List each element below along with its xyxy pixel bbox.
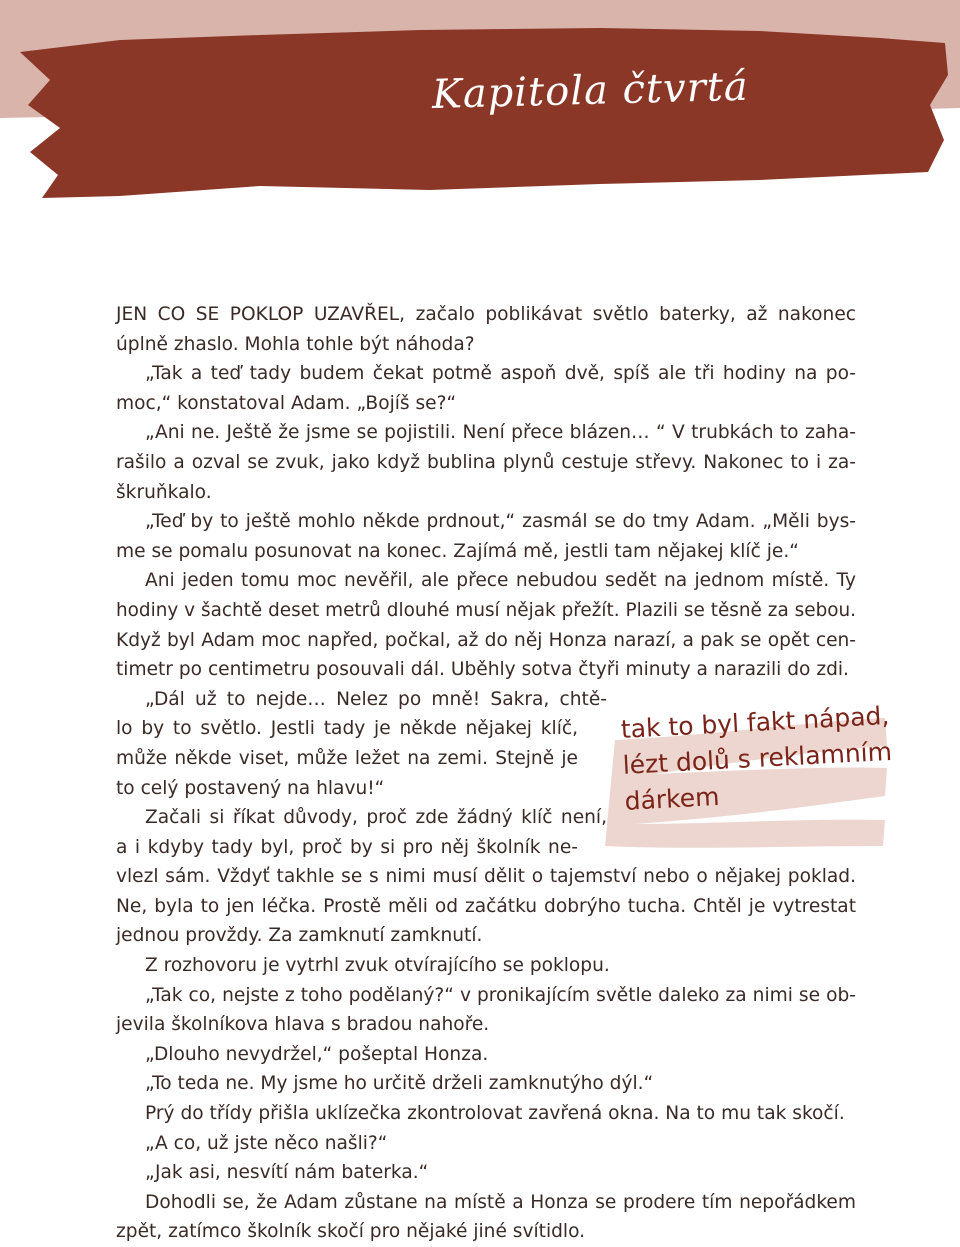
body-line: vlezl sám. Vždyť takhle se s nimi musí dělit o tajemství nebo o nějakej poklad. (116, 866, 856, 888)
side-note-line: tak to byl fakt nápad, (620, 700, 890, 744)
body-line: Když byl Adam moc napřed, počkal, až do něj Honza narazí, a pak se opět cen- (116, 629, 856, 651)
body-line: timetr po centimetru posouvali dál. Uběhly sotva čtyři minuty a narazili do zdi. (116, 659, 849, 681)
body-line: to celý postavený na hlavu!“ (116, 777, 385, 799)
body-line: škruňkalo. (116, 481, 212, 503)
body-line: moc,“ konstatoval Adam. „Bojíš se?“ (116, 392, 457, 414)
body-line: úplně zhaslo. Mohla tohle být náhoda? (116, 333, 475, 355)
body-line: Z rozhovoru je vytrhl zvuk otvírajícího se poklopu. (145, 955, 610, 977)
side-note-line: dárkem (623, 781, 721, 816)
body-line: může někde viset, může ležet na zemi. Stejně je (116, 747, 578, 769)
chapter-title: Kapitola čtvrtá (431, 63, 750, 118)
body-line: me se pomalu posunovat na konec. Zajímá mě, jestli tam nějakej klíč je.“ (116, 540, 799, 562)
body-line: „Dál už to nejde… Nelez po mně! Sakra, chtě- (145, 688, 607, 710)
body-line: „Dlouho nevydržel,“ pošeptal Honza. (145, 1043, 489, 1065)
body-line: rašilo a ozval se zvuk, jako když bublina plynů cestuje střevy. Nakonec to i za- (116, 451, 856, 473)
body-line: Ne, byla to jen léčka. Prostě měli od začátku dobrýho tucha. Chtěl je vytrestat (116, 895, 856, 917)
body-line: Dohodli se, že Adam zůstane na místě a Honza se prodere tím nepořádkem (145, 1191, 856, 1213)
body-line: „A co, už jste něco našli?“ (145, 1132, 388, 1154)
body-line: Začali si říkat důvody, proč zde žádný klíč není, (145, 807, 607, 829)
body-line: a i kdyby tady byl, proč by si pro něj školník ne- (116, 836, 578, 858)
body-line: JEN CO SE POKLOP UZAVŘEL, začalo poblikávat světlo baterky, až nakonec (116, 304, 856, 325)
body-line: lo by to světlo. Jestli tady je někde nějakej klíč, (116, 718, 578, 740)
body-line: Prý do třídy přišla uklízečka zkontrolovat zavřená okna. Na to mu tak skočí. (145, 1103, 845, 1125)
chapter-body (116, 300, 856, 1247)
body-line: Ani jeden tomu moc nevěřil, ale přece nebudou sedět na jednom místě. Ty (145, 570, 856, 592)
body-line: „Jak asi, nesvítí nám baterka.“ (145, 1162, 429, 1184)
body-line: jevila školníkova hlava s bradou nahoře. (116, 1014, 490, 1036)
body-line: „Ani ne. Ještě že jsme se pojistili. Není přece blázen… “ V trubkách to zaha- (145, 422, 856, 444)
side-note-line: lézt dolů s reklamním (622, 736, 893, 780)
body-line: jednou provždy. Za zamknutí zamknutí. (116, 925, 483, 947)
body-line: hodiny v šachtě deset metrů dlouhé musí nějak přežít. Plazili se těsně za sebou. (116, 599, 856, 621)
body-line: „To teda ne. My jsme ho určitě drželi zamknutýho dýl.“ (145, 1073, 654, 1095)
body-line: zpět, zatímco školník skočí pro nějaké jiné svítidlo. (116, 1221, 586, 1243)
body-line: „Tak co, nejste z toho podělaný?“ v pronikajícím světle daleko za nimi se ob- (145, 984, 856, 1006)
body-line: „Tak a teď tady budem čekat potmě aspoň dvě, spíš ale tři hodiny na po- (145, 363, 856, 385)
body-line: „Teď by to ještě mohlo někde prdnout,“ zasmál se do tmy Adam. „Měli bys- (145, 511, 856, 533)
